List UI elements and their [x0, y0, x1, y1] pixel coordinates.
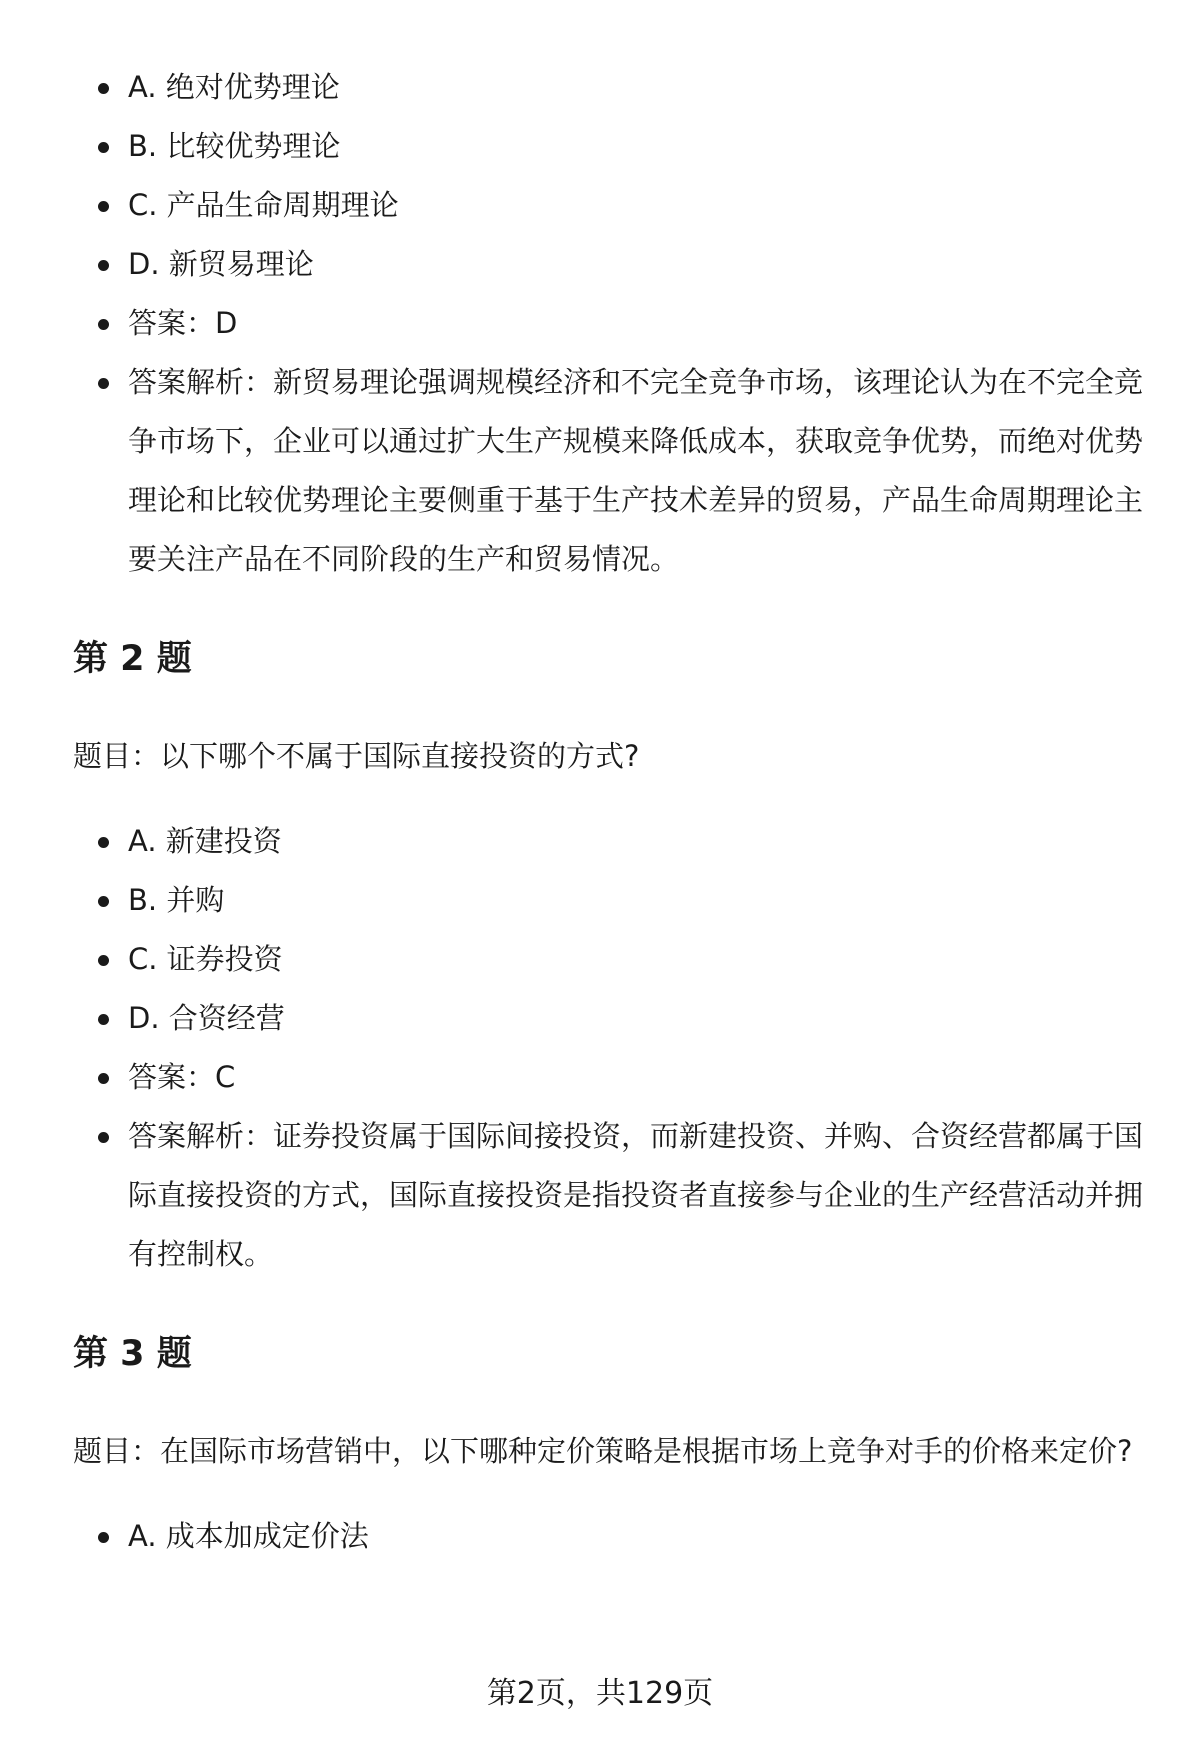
q2-title: 第 2 题	[73, 639, 192, 679]
q1-option-c: C. 产品生命周期理论	[73, 176, 1143, 235]
q3-title: 第 3 题	[73, 1334, 192, 1374]
q3-options-list	[73, 1507, 1143, 1566]
q3-option-a: A. 成本加成定价法	[73, 1507, 1143, 1566]
q1-option-a: A. 绝对优势理论	[73, 58, 1143, 117]
q2-option-d: D. 合资经营	[73, 989, 1143, 1048]
q2-option-c: C. 证券投资	[73, 930, 1143, 989]
q3-question: 题目：在国际市场营销中，以下哪种定价策略是根据市场上竞争对手的价格来定价?	[73, 1434, 1133, 1468]
q2-option-b: B. 并购	[73, 871, 1143, 930]
q2-question: 题目：以下哪个不属于国际直接投资的方式?	[73, 739, 640, 773]
q2-answer: 答案：C	[73, 1048, 1143, 1107]
q2-explanation: 答案解析：证券投资属于国际间接投资，而新建投资、并购、合资经营都属于国际直接投资的方式，国际直接投资是指投资者直接参与企业的生产经营活动并拥有控制权。	[73, 1107, 1143, 1284]
q2-option-a: A. 新建投资	[73, 812, 1143, 871]
q1-option-b: B. 比较优势理论	[73, 117, 1143, 176]
document-page	[73, 58, 1143, 1566]
q1-option-d: D. 新贸易理论	[73, 235, 1143, 294]
q1-explanation: 答案解析：新贸易理论强调规模经济和不完全竞争市场，该理论认为在不完全竞争市场下，企业可以通过扩大生产规模来降低成本，获取竞争优势，而绝对优势理论和比较优势理论主要侧重于基于生产技术差异的贸易，产品生命周期理论主要关注产品在不同阶段的生产和贸易情况。	[73, 353, 1143, 589]
q1-answer: 答案：D	[73, 294, 1143, 353]
q1-options-list	[73, 58, 1143, 589]
page-number-footer: 第2页，共129页	[486, 1676, 714, 1711]
q2-options-list	[73, 812, 1143, 1284]
